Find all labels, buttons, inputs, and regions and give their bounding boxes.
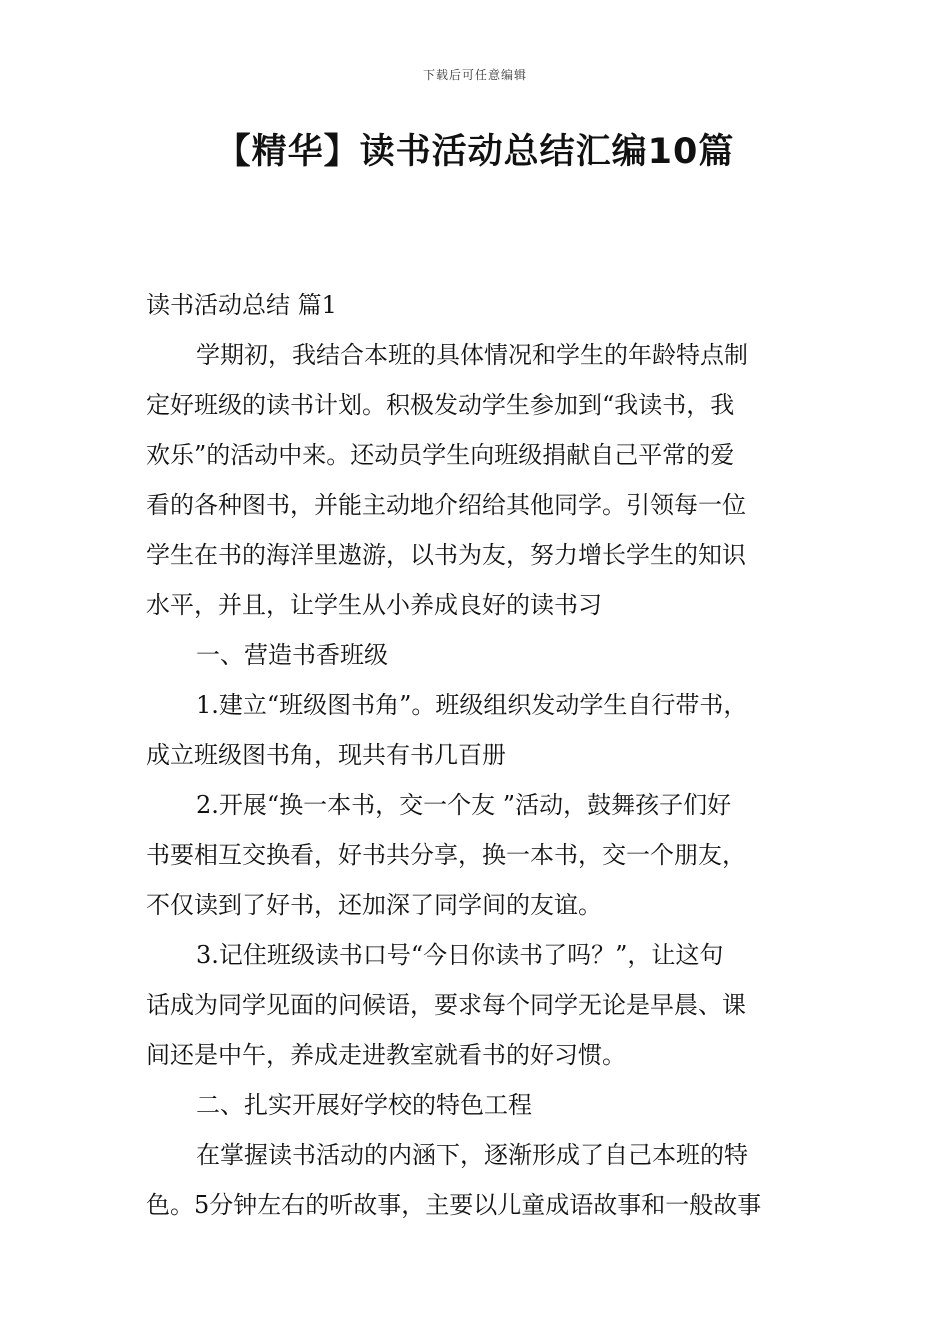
body-line: 3.记住班级读书口号“今日你读书了吗？”，让这句	[196, 941, 724, 969]
header-note: 下载后可任意编辑	[422, 68, 527, 82]
body-line: 欢乐”的活动中来。还动员学生向班级捐献自己平常的爱	[146, 441, 735, 469]
body-line: 水平，并且，让学生从小养成良好的读书习	[146, 591, 602, 619]
body-line: 色。5分钟左右的听故事，主要以儿童成语故事和一般故事	[146, 1191, 762, 1219]
body-line: 书要相互交换看，好书共分享，换一本书，交一个朋友，	[146, 841, 746, 869]
body-line: 看的各种图书，并能主动地介绍给其他同学。引领每一位	[146, 491, 746, 519]
body-line: 读书活动总结 篇1	[146, 291, 337, 319]
body-line: 成立班级图书角，现共有书几百册	[146, 741, 506, 769]
body-line: 间还是中午，养成走进教室就看书的好习惯。	[146, 1041, 626, 1069]
body-line: 2.开展“换一本书，交一个友 ”活动，鼓舞孩子们好	[196, 791, 732, 819]
body-line: 二、扎实开展好学校的特色工程	[196, 1091, 532, 1119]
body-line: 不仅读到了好书，还加深了同学间的友谊。	[146, 891, 602, 919]
document-title: 【精华】读书活动总结汇编10篇	[215, 132, 735, 172]
body-line: 1.建立“班级图书角”。班级组织发动学生自行带书，	[196, 691, 748, 719]
document-body	[146, 280, 822, 1230]
body-line: 话成为同学见面的问候语，要求每个同学无论是早晨、课	[146, 991, 746, 1019]
body-line: 学生在书的海洋里遨游，以书为友，努力增长学生的知识	[146, 541, 746, 569]
body-line: 一、营造书香班级	[196, 641, 388, 669]
body-line: 在掌握读书活动的内涵下，逐渐形成了自己本班的特	[196, 1141, 748, 1169]
body-line: 定好班级的读书计划。积极发动学生参加到“我读书，我	[146, 391, 735, 419]
body-line: 学期初，我结合本班的具体情况和学生的年龄特点制	[196, 341, 748, 369]
